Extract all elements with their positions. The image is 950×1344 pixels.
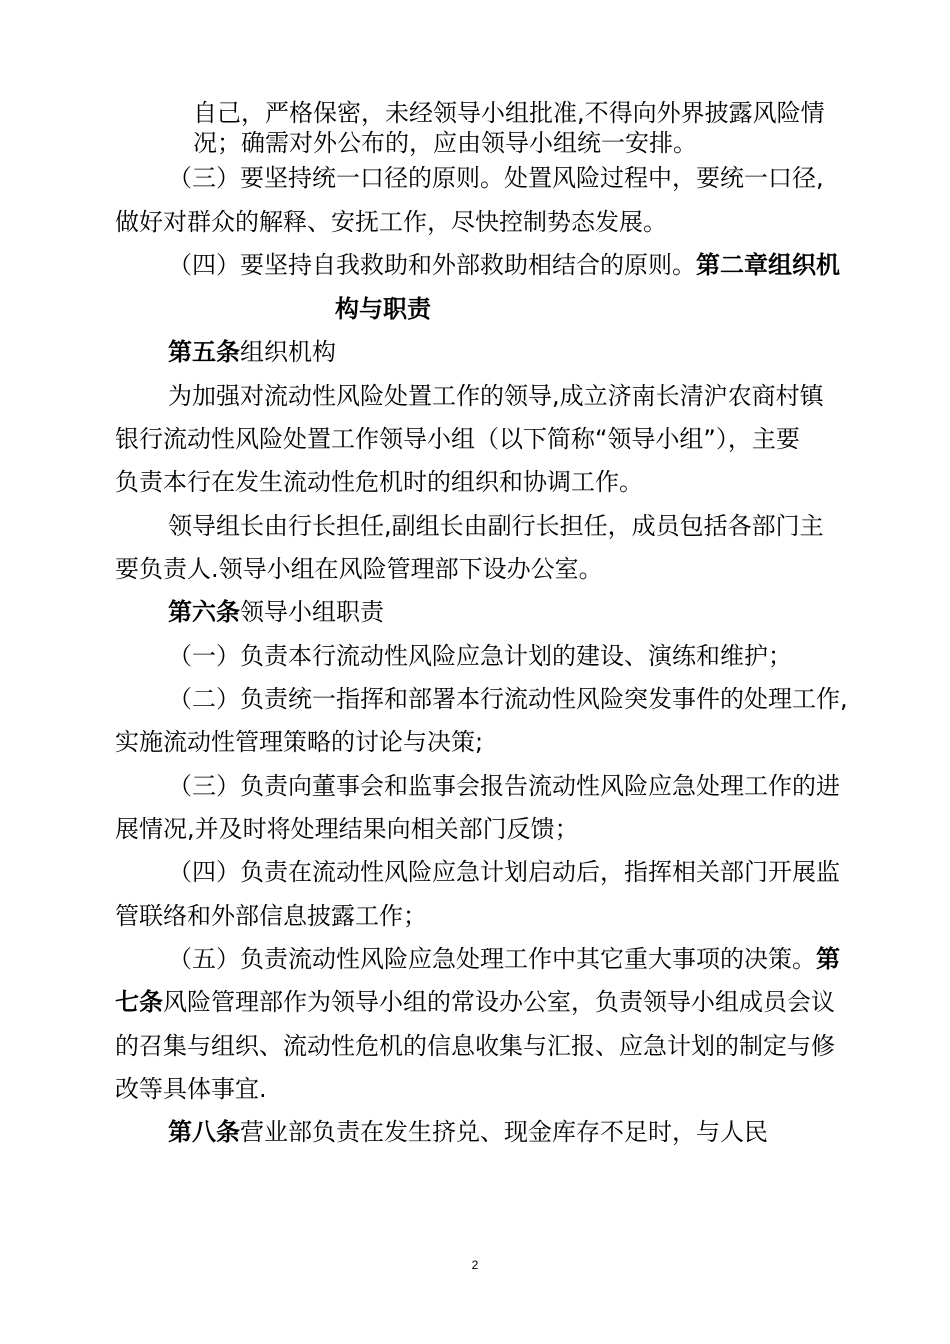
text-line-10: 负责本行在发生流动性危机时的组织和协调工作。	[115, 468, 643, 496]
article-7-heading: 七条	[115, 988, 163, 1016]
text-line-19: （四）负责在流动性风险应急计划启动后，指挥相关部门开展监	[168, 858, 840, 886]
text-line-7: 第五条组织机构	[168, 338, 336, 366]
text-line-11: 领导组长由行长担任,副组长由副行长担任，成员包括各部门主	[168, 512, 824, 540]
text-line-15: （二）负责统一指挥和部署本行流动性风险突发事件的处理工作,	[168, 685, 848, 713]
text-line-22: 七条风险管理部作为领导小组的常设办公室，负责领导小组成员会议	[115, 988, 835, 1016]
article-8-heading: 第八条	[168, 1118, 240, 1146]
text-line-18: 展情况,并及时将处理结果向相关部门反馈；	[115, 815, 579, 843]
text-line-12: 要负责人.领导小组在风险管理部下设办公室。	[115, 555, 603, 583]
text-line-8: 为加强对流动性风险处置工作的领导,成立济南长清沪农商村镇	[168, 382, 824, 410]
article-5-heading: 第五条	[168, 338, 240, 366]
text-line-14: （一）负责本行流动性风险应急计划的建设、演练和维护；	[168, 642, 792, 670]
text-line-13: 第六条领导小组职责	[168, 598, 384, 626]
text-line-25: 第八条营业部负责在发生挤兑、现金库存不足时，与人民	[168, 1118, 768, 1146]
text-line-24: 改等具体事宜.	[115, 1075, 267, 1103]
text-line-1: 自己，严格保密，未经领导小组批准,不得向外界披露风险情	[193, 99, 825, 127]
text-line-16: 实施流动性管理策略的讨论与决策;	[115, 728, 484, 756]
text-line-23: 的召集与组织、流动性危机的信息收集与汇报、应急计划的制定与修	[115, 1032, 835, 1060]
article-6-heading: 第六条	[168, 598, 240, 626]
text-line-2: 况；确需对外公布的，应由领导小组统一安排。	[193, 129, 697, 157]
text-line-21: （五）负责流动性风险应急处理工作中其它重大事项的决策。第	[168, 945, 840, 973]
text-line-9: 银行流动性风险处置工作领导小组（以下简称“领导小组”），主要	[115, 425, 800, 453]
text-line-20: 管联络和外部信息披露工作；	[115, 902, 427, 930]
text-line-3: （三）要坚持统一口径的原则。处置风险过程中，要统一口径,	[168, 164, 824, 192]
chapter-heading: 第二章组织机	[696, 251, 840, 279]
text-line-17: （三）负责向董事会和监事会报告流动性风险应急处理工作的进	[168, 772, 840, 800]
text-line-4: 做好对群众的解释、安抚工作，尽快控制势态发展。	[115, 208, 667, 236]
text-line-5: （四）要坚持自我救助和外部救助相结合的原则。第二章组织机	[168, 251, 840, 279]
text-line-6: 构与职责	[335, 295, 431, 323]
page-number: 2	[471, 1258, 479, 1272]
